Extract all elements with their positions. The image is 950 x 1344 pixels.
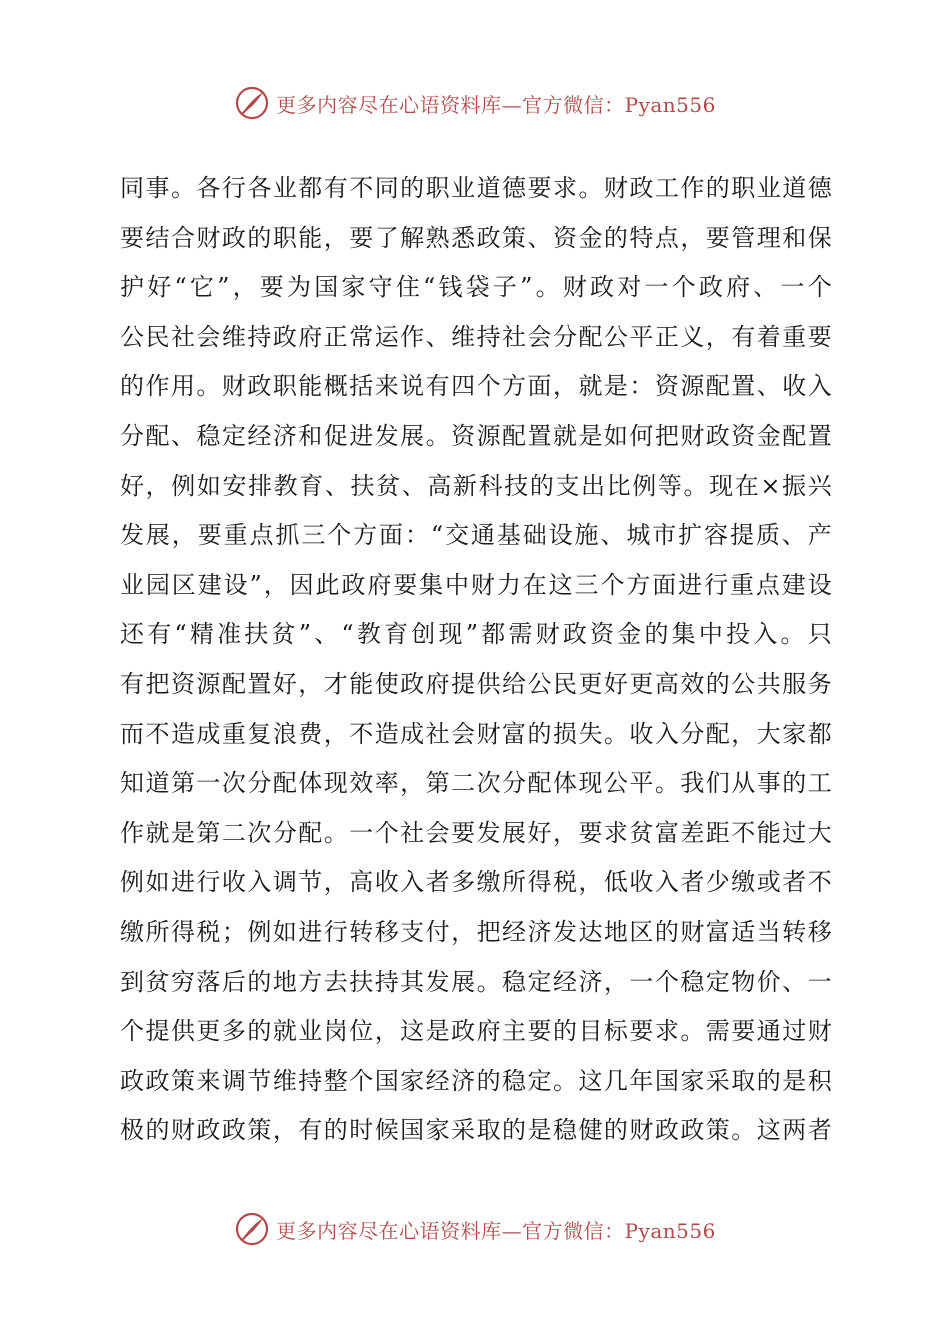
body-line: 极的财政政策，有的时候国家采取的是稳健的财政政策。这两者 (120, 1116, 832, 1145)
body-line: 知道第一次分配体现效率，第二次分配体现公平。我们从事的工 (120, 769, 832, 798)
footer-banner-text: 更多内容尽在心语资料库—官方微信：Pyan556 (276, 1218, 716, 1243)
document-body (120, 164, 832, 1156)
body-line: 政政策来调节维持整个国家经济的稳定。这几年国家采取的是积 (120, 1066, 832, 1095)
body-line: 发展，要重点抓三个方面：“交通基础设施、城市扩容提质、产 (120, 521, 832, 550)
body-line: 要结合财政的职能，要了解熟悉政策、资金的特点，要管理和保 (120, 223, 832, 252)
body-line: 作就是第二次分配。一个社会要发展好，要求贫富差距不能过大 (120, 818, 832, 847)
body-line: 而不造成重复浪费，不造成社会财富的损失。收入分配，大家都 (120, 719, 832, 748)
body-line: 还有“精准扶贫”、“教育创现”都需财政资金的集中投入。只 (120, 620, 832, 649)
body-line: 有把资源配置好，才能使政府提供给公民更好更高效的公共服务 (120, 669, 832, 698)
header-banner-text: 更多内容尽在心语资料库—官方微信：Pyan556 (276, 92, 716, 117)
body-line: 例如进行收入调节，高收入者多缴所得税，低收入者少缴或者不 (120, 868, 832, 897)
body-line: 公民社会维持政府正常运作、维持社会分配公平正义，有着重要 (120, 322, 832, 351)
body-line: 同事。各行各业都有不同的职业道德要求。财政工作的职业道德 (120, 174, 832, 202)
body-line: 到贫穷落后的地方去扶持其发展。稳定经济，一个稳定物价、一 (120, 967, 832, 996)
footer-banner (0, 1209, 950, 1249)
body-line: 业园区建设”，因此政府要集中财力在这三个方面进行重点建设 (120, 570, 832, 599)
header-banner (0, 83, 950, 123)
quill-logo-icon (234, 85, 270, 121)
body-line: 的作用。财政职能概括来说有四个方面，就是：资源配置、收入 (120, 372, 832, 401)
body-line: 个提供更多的就业岗位，这是政府主要的目标要求。需要通过财 (120, 1017, 832, 1046)
body-line: 好，例如安排教育、扶贫、高新科技的支出比例等。现在×振兴 (120, 471, 832, 500)
body-line: 分配、稳定经济和促进发展。资源配置就是如何把财政资金配置 (120, 421, 832, 450)
quill-logo-icon (234, 1211, 270, 1247)
body-line: 护好“它”，要为国家守住“钱袋子”。财政对一个政府、一个 (120, 273, 832, 302)
body-line: 缴所得税；例如进行转移支付，把经济发达地区的财富适当转移 (120, 917, 832, 946)
